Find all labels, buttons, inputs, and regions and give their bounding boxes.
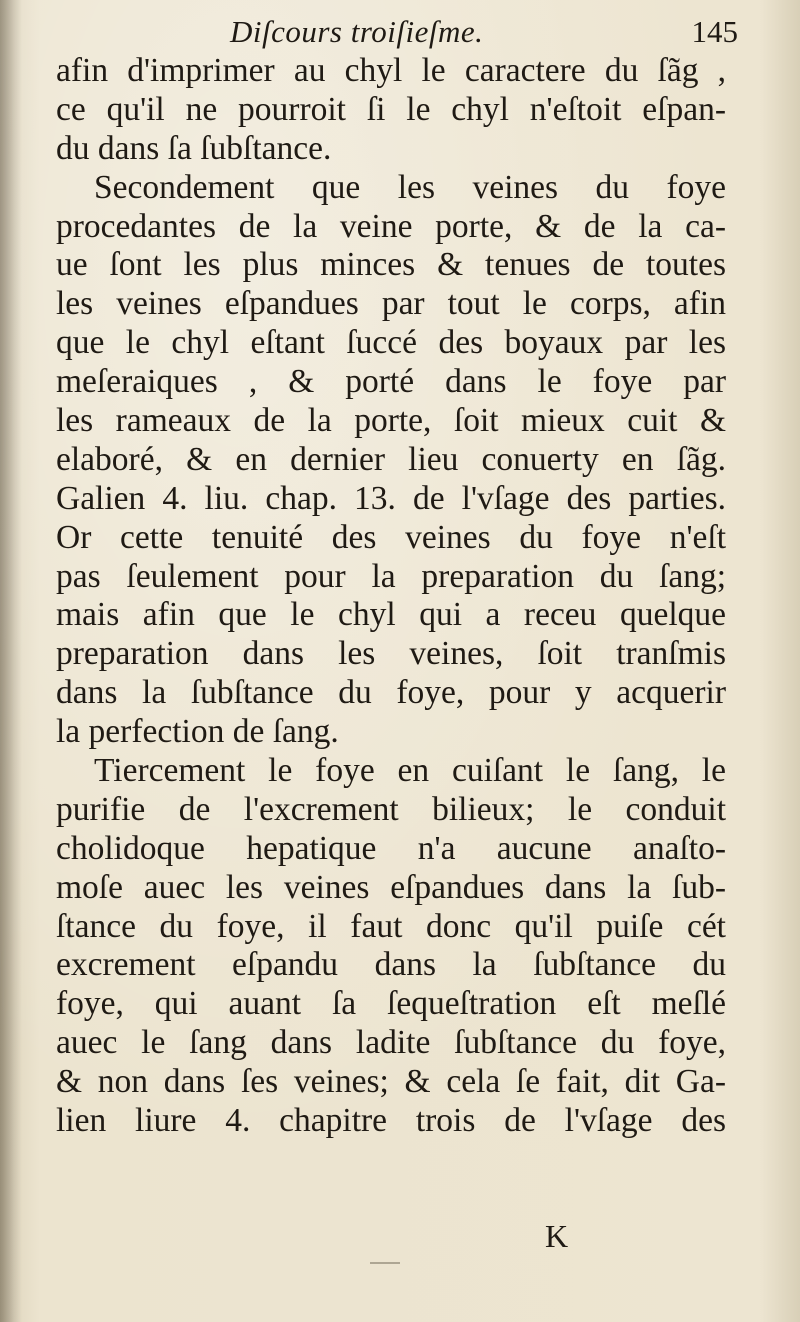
text-line: cholidoque hepatique n'a aucune anaſto- xyxy=(56,829,726,867)
text-line: ue ſont les plus minces & tenues de toutes xyxy=(56,246,726,284)
body-text xyxy=(56,52,726,1141)
text-line: foye, qui auant ſa ſequeſtration eſt meſlé xyxy=(56,985,726,1023)
text-line: preparation dans les veines, ſoit tranſmis xyxy=(56,635,726,673)
text-line: excrement eſpandu dans la ſubſtance du xyxy=(56,946,726,984)
text-line: Secondement que les veines du foye xyxy=(94,168,726,206)
page-number: 145 xyxy=(691,14,738,49)
text-line: mais afin que le chyl qui a receu quelque xyxy=(56,596,726,634)
text-line: lien liure 4. chapitre trois de l'vſage des xyxy=(56,1102,726,1140)
running-title: Diſcours troiſieſme. xyxy=(230,14,484,49)
text-line: afin d'imprimer au chyl le caractere du ſãg , xyxy=(56,52,726,89)
text-line: Galien 4. liu. chap. 13. de l'vſage des parties. xyxy=(56,479,726,517)
gutter-shadow xyxy=(0,0,22,1322)
text-line: les rameaux de la porte, ſoit mieux cuit & xyxy=(56,402,726,440)
text-line: ce qu'il ne pourroit ſi le chyl n'eſtoit eſpan- xyxy=(56,90,726,128)
printer-ornament xyxy=(370,1262,400,1264)
text-line: les veines eſpandues par tout le corps, afin xyxy=(56,285,726,323)
text-line: pas ſeulement pour la preparation du ſang; xyxy=(56,557,726,595)
text-line: que le chyl eſtant ſuccé des boyaux par les xyxy=(56,324,726,362)
text-line: purifie de l'excrement bilieux; le conduit xyxy=(56,790,726,828)
signature-mark: K xyxy=(545,1218,569,1254)
text-line: Or cette tenuité des veines du foye n'eſt xyxy=(56,518,726,556)
text-line: moſe auec les veines eſpandues dans la ſub- xyxy=(56,868,726,906)
text-line: dans la ſubſtance du foye, pour y acquerir xyxy=(56,674,726,712)
text-line: la perfection de ſang. xyxy=(56,713,339,751)
text-line: elaboré, & en dernier lieu conuerty en ſãg. xyxy=(56,440,726,478)
text-line: Tiercement le foye en cuiſant le ſang, le xyxy=(94,752,726,790)
text-line: & non dans ſes veines; & cela ſe fait, dit Ga- xyxy=(56,1063,726,1101)
text-line: meſeraiques , & porté dans le foye par xyxy=(56,363,726,401)
text-line: du dans ſa ſubſtance. xyxy=(56,129,332,167)
text-line: auec le ſang dans ladite ſubſtance du foye, xyxy=(56,1024,726,1062)
text-line: ſtance du foye, il faut donc qu'il puiſe cét xyxy=(56,907,726,945)
text-line: procedantes de la veine porte, & de la ca- xyxy=(56,207,726,245)
